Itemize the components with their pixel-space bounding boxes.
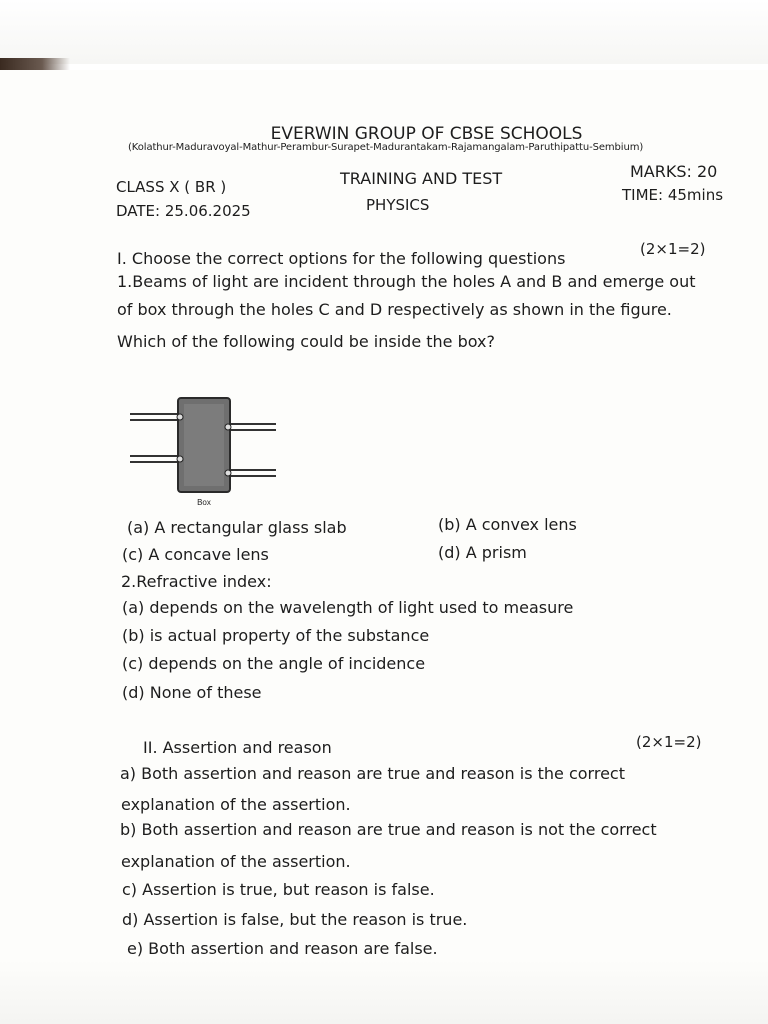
q2-option-b: (b) is actual property of the substance	[122, 626, 430, 645]
ar-option-a-line-1: a) Both assertion and reason are true and reason is the correct	[120, 764, 625, 783]
page-background-bottom	[0, 960, 768, 1024]
q2-option-c: (c) depends on the angle of incidence	[122, 654, 426, 673]
box-shading	[184, 404, 224, 486]
page-background-top	[0, 0, 768, 64]
ar-option-d: d) Assertion is false, but the reason is true.	[122, 910, 468, 929]
q1-option-b: (b) A convex lens	[438, 515, 577, 534]
ar-option-b-line-1: b) Both assertion and reason are true and reason is not the correct	[120, 820, 657, 839]
q2-option-d: (d) None of these	[122, 683, 262, 702]
q1-option-c: (c) A concave lens	[122, 545, 269, 564]
ar-option-e: e) Both assertion and reason are false.	[127, 939, 438, 958]
exam-date: DATE: 25.06.2025	[116, 202, 251, 220]
branch-list: (Kolathur-Maduravoyal-Mathur-Perambur-Surapet-Madurantakam-Rajamangalam-Paruthipattu-Sembium)	[128, 142, 644, 153]
q1-option-a: (a) A rectangular glass slab	[127, 518, 347, 537]
question-1-line-3: Which of the following could be inside the box?	[117, 332, 496, 351]
test-title: TRAINING AND TEST	[340, 169, 503, 188]
section-1-marks: (2×1=2)	[640, 240, 706, 258]
section-2-heading: II. Assertion and reason	[143, 738, 332, 757]
exam-time: TIME: 45mins	[622, 186, 724, 204]
section-1-heading: I. Choose the correct options for the following questions	[117, 249, 566, 268]
class-label: CLASS X ( BR )	[116, 178, 227, 196]
box-label: Box	[197, 498, 211, 507]
hole-a	[177, 414, 183, 420]
ar-option-c: c) Assertion is true, but reason is false.	[122, 880, 435, 899]
light-box-figure	[128, 392, 280, 510]
hole-c	[225, 424, 231, 430]
hole-b	[177, 456, 183, 462]
subject-name: PHYSICS	[366, 196, 430, 214]
ar-option-b-line-2: explanation of the assertion.	[121, 852, 351, 871]
question-2: 2.Refractive index:	[121, 572, 272, 591]
ar-option-a-line-2: explanation of the assertion.	[121, 795, 351, 814]
school-name: EVERWIN GROUP OF CBSE SCHOOLS	[270, 124, 583, 144]
total-marks: MARKS: 20	[630, 162, 718, 181]
q2-option-a: (a) depends on the wavelength of light used to measure	[122, 598, 574, 617]
hole-d	[225, 470, 231, 476]
section-2-marks: (2×1=2)	[636, 733, 702, 751]
question-1-line-2: of box through the holes C and D respectively as shown in the figure.	[117, 300, 672, 319]
question-1-line-1: 1.Beams of light are incident through the holes A and B and emerge out	[117, 272, 696, 291]
q1-option-d: (d) A prism	[438, 543, 527, 562]
